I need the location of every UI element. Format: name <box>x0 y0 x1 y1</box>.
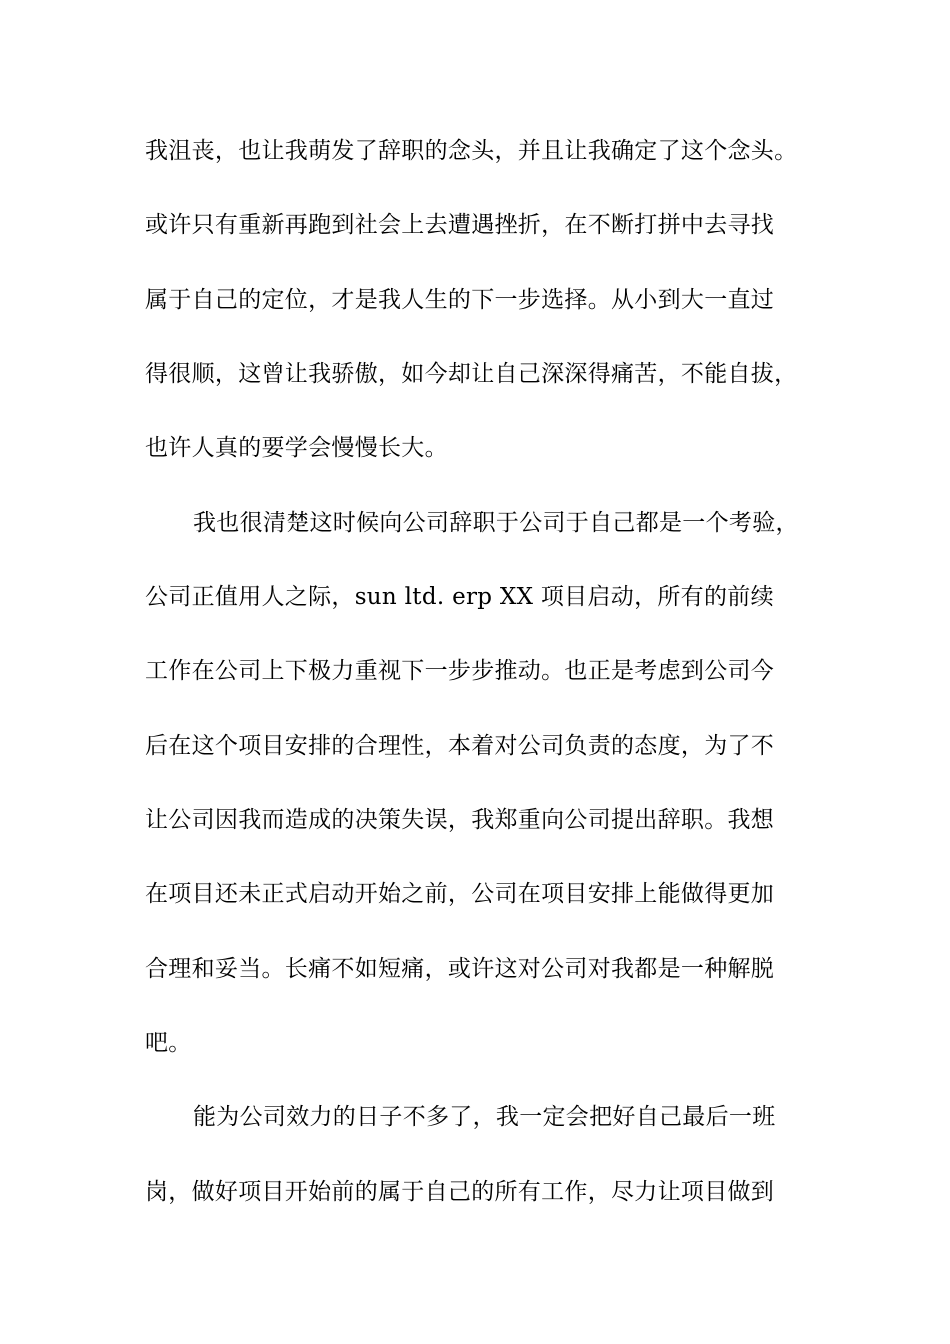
text-line: 后在这个项目安排的合理性，本着对公司负责的态度，为了不 <box>145 733 775 759</box>
text-line: 合理和妥当。长痛不如短痛，或许这对公司对我都是一种解脱 <box>145 956 775 982</box>
text-line: 在项目还未正式启动开始之前，公司在项目安排上能做得更加 <box>145 881 775 907</box>
text-line: 吧。 <box>145 1030 192 1056</box>
paragraph-first-line: 我也很清楚这时候向公司辞职于公司于自己都是一个考验， <box>193 510 799 536</box>
text-line: 岗，做好项目开始前的属于自己的所有工作，尽力让项目做到 <box>145 1179 775 1205</box>
text-line: 我沮丧，也让我萌发了辞职的念头，并且让我确定了这个念头。 <box>145 138 798 164</box>
paragraph-first-line: 能为公司效力的日子不多了，我一定会把好自己最后一班 <box>193 1104 776 1130</box>
text-line: 或许只有重新再跑到社会上去遭遇挫折，在不断打拼中去寻找 <box>145 212 775 238</box>
text-line: 公司正值用人之际，sun ltd. erp XX 项目启动，所有的前续 <box>145 584 774 610</box>
text-line: 也许人真的要学会慢慢长大。 <box>145 435 448 461</box>
text-line: 得很顺，这曾让我骄傲，如今却让自己深深得痛苦，不能自拔， <box>145 361 798 387</box>
text-line: 让公司因我而造成的决策失误，我郑重向公司提出辞职。我想 <box>145 807 775 833</box>
text-line: 属于自己的定位，才是我人生的下一步选择。从小到大一直过 <box>145 287 775 313</box>
text-line: 工作在公司上下极力重视下一步步推动。也正是考虑到公司今 <box>145 658 775 684</box>
